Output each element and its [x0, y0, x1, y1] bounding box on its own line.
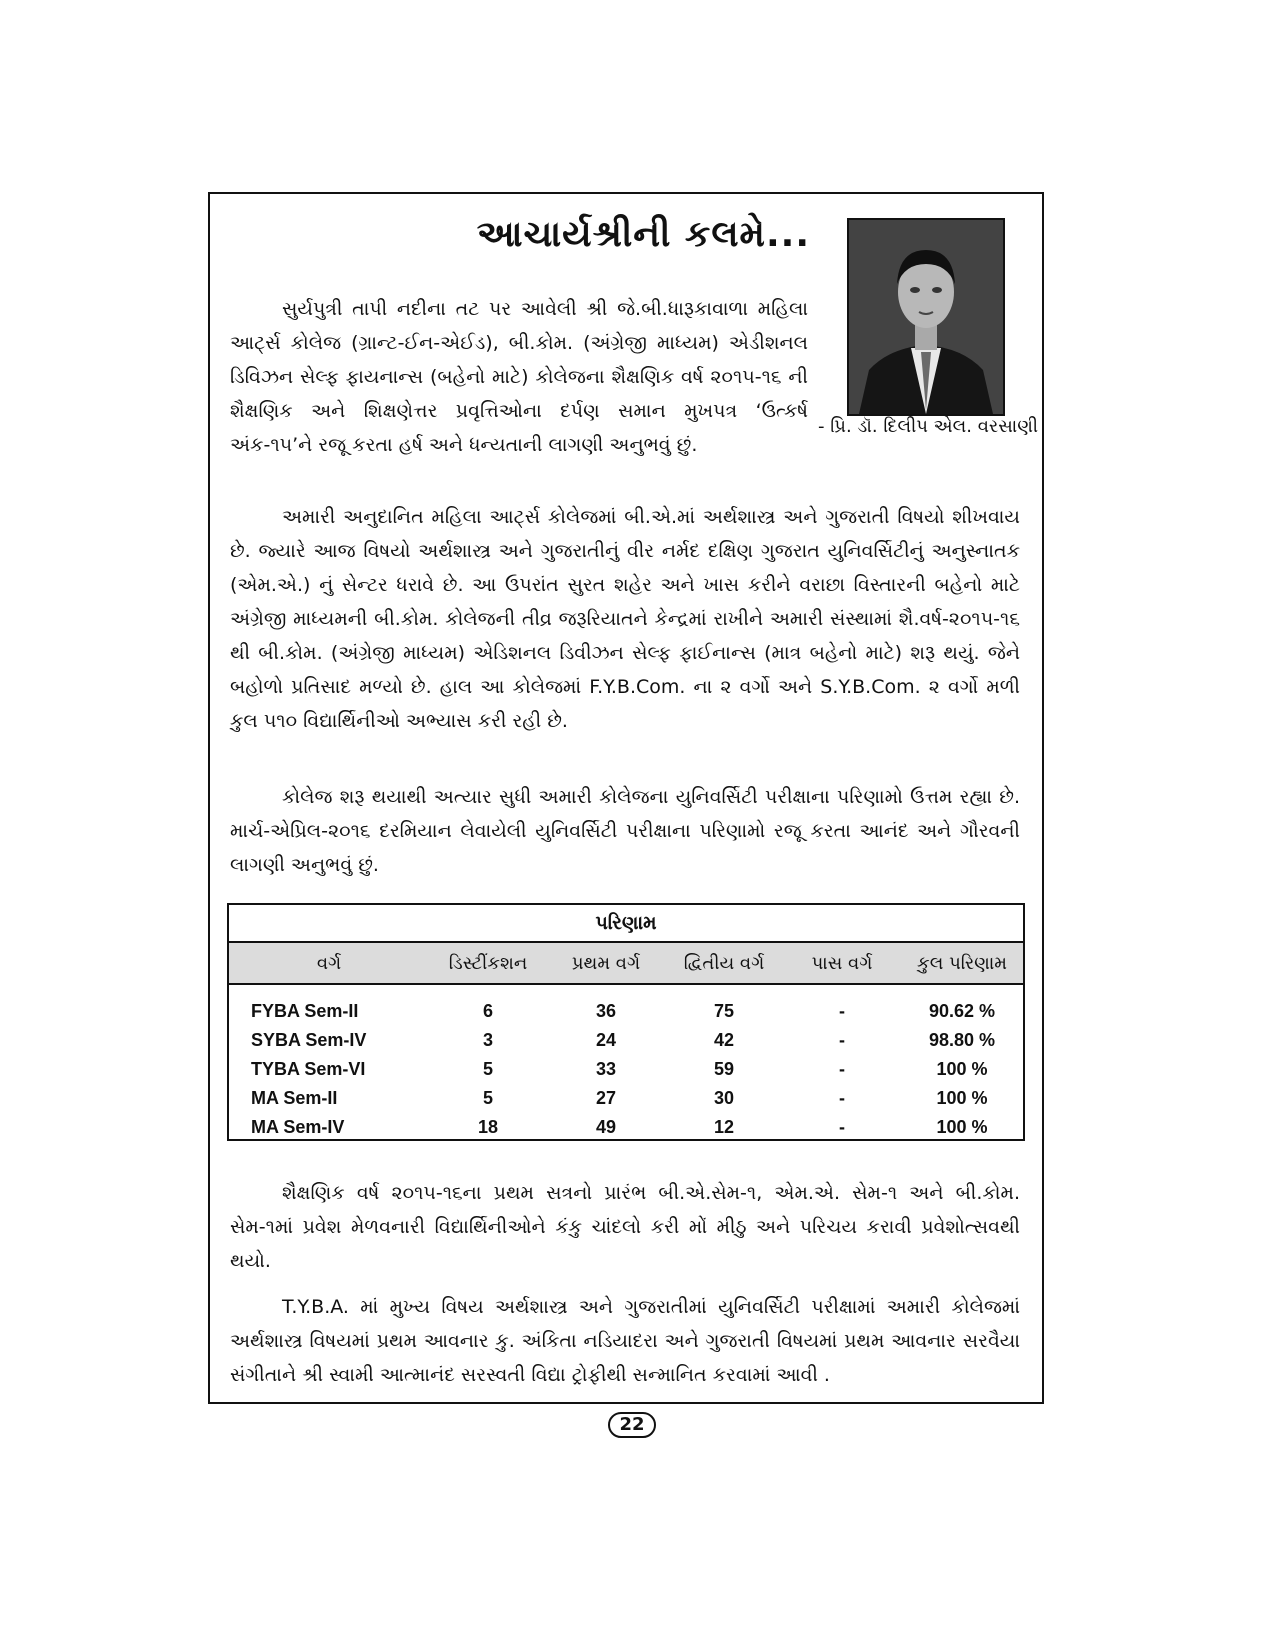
- second-class-cell: 42: [713, 1030, 735, 1050]
- pass-class-cell: -: [839, 1030, 845, 1050]
- first-class-cell: 36: [595, 1001, 617, 1021]
- total-result-cell: 100 %: [936, 1088, 988, 1108]
- total-result-cell: 98.80 %: [928, 1030, 996, 1050]
- results-table: [227, 903, 1025, 1141]
- table-row: [229, 997, 1023, 1026]
- class-cell: TYBA Sem-VI: [251, 1059, 366, 1079]
- header-cell: કુલ પરિણામ: [917, 952, 1007, 974]
- table-row: [229, 1026, 1023, 1055]
- distinction-cell: 6: [482, 1001, 493, 1021]
- header-cell: દ્વિતીય વર્ગ: [683, 952, 765, 974]
- header-cell: ડિસ્ટીંકશન: [448, 952, 528, 974]
- header-cell: પાસ વર્ગ: [811, 952, 873, 974]
- first-class-cell: 33: [595, 1059, 617, 1079]
- header-cell: પ્રથમ વર્ગ: [571, 952, 641, 974]
- first-class-cell: 24: [595, 1030, 617, 1050]
- principal-photo: [847, 218, 1005, 416]
- distinction-cell: 5: [482, 1088, 493, 1108]
- distinction-cell: 18: [477, 1117, 499, 1137]
- pass-class-cell: -: [839, 1088, 845, 1108]
- results-table-body: [229, 985, 1023, 1142]
- admission-paragraph: શૈક્ષણિક વર્ષ ૨૦૧૫-૧૬ના પ્રથમ સત્રનો પ્રારંભ બી.એ.સેમ-૧, એમ.એ. સેમ-૧ અને બી.કોમ. સેમ-૧માં પ્રવેશ મેળવનારી વિદ્યાર્થિનીઓને કંકુ ચાંદલો કરી મોં મીઠુ અને પરિચય કરાવી પ્રવેશોત્સવથી થયો.: [230, 1182, 1020, 1272]
- second-class-cell: 12: [713, 1117, 735, 1137]
- class-cell: FYBA Sem-II: [251, 1001, 359, 1021]
- total-result-cell: 100 %: [936, 1059, 988, 1079]
- first-class-cell: 49: [595, 1117, 617, 1137]
- pass-class-cell: -: [839, 1001, 845, 1021]
- pass-class-cell: -: [839, 1059, 845, 1079]
- award-paragraph: T.Y.B.A. માં મુખ્ય વિષય અર્થશાસ્ત્ર અને ગુજરાતીમાં યુનિવર્સિટી પરીક્ષામાં અમારી કોલેજમાં અર્થશાસ્ત્ર વિષયમાં પ્રથમ આવનાર કુ. અંકિતા નડિયાદરા અને ગુજરાતી વિષયમાં પ્રથમ આવનાર સરવૈયા સંગીતાને શ્રી સ્વામી આત્માનંદ સરસ્વતી વિદ્યા ટ્રોફીથી સન્માનિત કરવામાં આવી .: [230, 1296, 1020, 1386]
- principal-signature: - પ્રિ. ડૉ. દિલીપ એલ. વરસાણી: [818, 416, 1039, 437]
- pass-class-cell: -: [839, 1117, 845, 1137]
- first-class-cell: 27: [595, 1088, 617, 1108]
- intro-paragraph: સુર્યપુત્રી તાપી નદીના તટ પર આવેલી શ્રી જે.બી.ધારૂકાવાળા મહિલા આર્ટ્સ કોલેજ (ગ્રાન્ટ-ઈન-એઈડ), બી.કોમ. (અંગ્રેજી માધ્યમ) એડીશનલ ડિવિઝન સેલ્ફ ફાયનાન્સ (બહેનો માટે) કોલેજના શૈક્ષણિક વર્ષ ૨૦૧૫-૧૬ ની શૈક્ષણિક અને શિક્ષણેત્તર પ્રવૃત્તિઓના દર્પણ સમાન મુખપત્ર ‘ઉત્કર્ષ અંક-૧૫’ને રજૂ કરતા હર્ષ અને ધન્યતાની લાગણી અનુભવું છું.: [230, 298, 808, 456]
- distinction-cell: 5: [482, 1059, 493, 1079]
- portrait-image: [849, 220, 1003, 414]
- page-title: આચાર્યશ્રીની કલમે...: [476, 214, 810, 255]
- results-table-title: પરિણામ: [229, 905, 1023, 943]
- total-result-cell: 100 %: [936, 1117, 988, 1137]
- page-number: 22: [608, 1412, 656, 1438]
- class-cell: MA Sem-IV: [251, 1117, 345, 1137]
- total-result-cell: 90.62 %: [928, 1001, 996, 1021]
- header-cell: વર્ગ: [316, 952, 342, 974]
- results-intro-paragraph: કોલેજ શરૂ થયાથી અત્યાર સુધી અમારી કોલેજના યુનિવર્સિટી પરીક્ષાના પરિણામો ઉત્તમ રહ્યા છે. માર્ચ-એપ્રિલ-૨૦૧૬ દરમિયાન લેવાયેલી યુનિવર્સિટી પરીક્ષાના પરિણામો રજૂ કરતા આનંદ અને ગૌરવની લાગણી અનુભવું છું.: [230, 786, 1020, 876]
- second-class-cell: 30: [713, 1088, 735, 1108]
- table-row: [229, 1084, 1023, 1113]
- results-table-header: [229, 943, 1023, 985]
- second-class-cell: 59: [713, 1059, 735, 1079]
- college-paragraph: અમારી અનુદાનિત મહિલા આર્ટ્સ કોલેજમાં બી.એ.માં અર્થશાસ્ત્ર અને ગુજરાતી વિષયો શીખવાય છે. જ્યારે આજ વિષયો અર્થશાસ્ત્ર અને ગુજરાતીનું વીર નર્મદ દક્ષિણ ગુજરાત યુનિવર્સિટીનું અનુસ્નાતક (એમ.એ.) નું સેન્ટર ધરાવે છે. આ ઉપરાંત સુરત શહેર અને ખાસ કરીને વરાછા વિસ્તારની બહેનો માટે અંગ્રેજી માધ્યમની બી.કોમ. કોલેજની તીવ્ર જરૂરિયાતને કેન્દ્રમાં રાખીને અમારી સંસ્થામાં શૈ.વર્ષ-૨૦૧૫-૧૬ થી બી.કોમ. (અંગ્રેજી માધ્યમ) એડિશનલ ડિવીઝન સેલ્ફ ફાઈનાન્સ (માત્ર બહેનો માટે) શરૂ થયું. જેને બહોળો પ્રતિસાદ મળ્યો છે. હાલ આ કોલેજમાં F.Y.B.Com. ના ૨ વર્ગો અને S.Y.B.Com. ૨ વર્ગો મળી કુલ ૫૧૦ વિદ્યાર્થિનીઓ અભ્યાસ કરી રહી છે.: [230, 506, 1020, 732]
- table-row: [229, 1113, 1023, 1142]
- table-row: [229, 1055, 1023, 1084]
- second-class-cell: 75: [713, 1001, 735, 1021]
- class-cell: MA Sem-II: [251, 1088, 338, 1108]
- class-cell: SYBA Sem-IV: [251, 1030, 367, 1050]
- distinction-cell: 3: [482, 1030, 493, 1050]
